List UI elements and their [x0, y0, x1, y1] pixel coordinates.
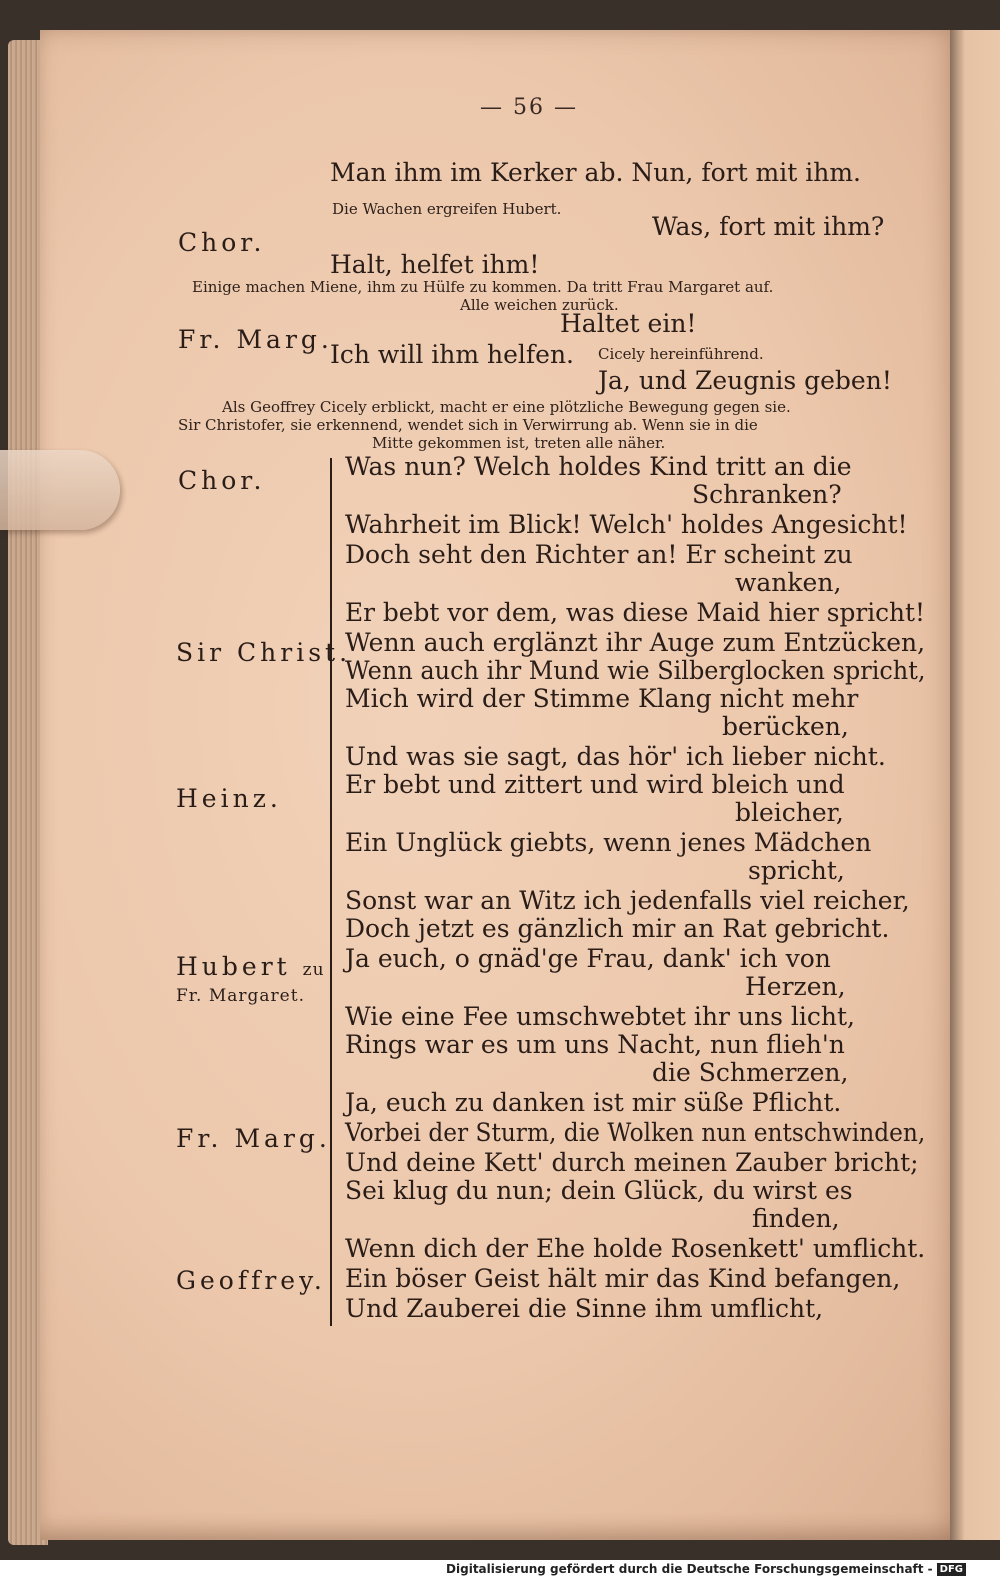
verse-line: Er bebt vor dem, was diese Maid hier spricht!	[345, 598, 925, 627]
verse-line: Ein böser Geist hält mir das Kind befangen,	[345, 1264, 901, 1293]
verse-line: Sonst war an Witz ich jedenfalls viel reicher,	[345, 886, 910, 915]
stage-direction: Alle weichen zurück.	[460, 296, 619, 314]
verse-line: Er bebt und zittert und wird bleich und	[345, 770, 845, 799]
speaker-label	[176, 952, 325, 981]
verse-line: die Schmerzen,	[652, 1058, 849, 1087]
stage-direction: Mitte gekommen ist, treten alle näher.	[372, 434, 666, 452]
speaker-label: Chor.	[178, 228, 266, 257]
text-line: Ja, und Zeugnis geben!	[598, 366, 892, 395]
text-line: Ich will ihm helfen.	[330, 340, 574, 369]
speaker-label: Sir Christ.	[176, 638, 352, 667]
verse-line: Doch seht den Richter an! Er scheint zu	[345, 540, 853, 569]
verse-line: Ein Unglück giebts, wenn jenes Mädchen	[345, 828, 872, 857]
verse-line: Und deine Kett' durch meinen Zauber bricht;	[345, 1148, 919, 1177]
verse-line: Ja, euch zu danken ist mir süße Pflicht.	[345, 1088, 842, 1117]
page-number: — 56 —	[480, 95, 578, 120]
verse-line: Ja euch, o gnäd'ge Frau, dank' ich von	[345, 944, 831, 973]
verse-line: Wenn auch erglänzt ihr Auge zum Entzücken,	[345, 628, 926, 657]
footer-text: Digitalisierung gefördert durch die Deutsche Forschungsgemeinschaft -	[446, 1562, 933, 1576]
speaker-direction: zu	[302, 960, 325, 980]
speaker-label: Geoffrey.	[176, 1266, 326, 1295]
verse-line: Wenn dich der Ehe holde Rosenkett' umflicht.	[345, 1234, 926, 1263]
verse-line: Wie eine Fee umschwebtet ihr uns licht,	[345, 1002, 855, 1031]
stage-direction: Sir Christofer, sie erkennend, wendet sich in Verwirrung ab. Wenn sie in die	[178, 416, 758, 434]
verse-line: Vorbei der Sturm, die Wolken nun entschwinden,	[345, 1118, 926, 1147]
stage-direction: Cicely hereinführend.	[598, 345, 764, 363]
digitization-footer	[446, 1562, 966, 1576]
stage-direction: Einige machen Miene, ihm zu Hülfe zu kommen. Da tritt Frau Margaret auf.	[192, 278, 774, 296]
text-line: Haltet ein!	[560, 309, 697, 338]
verse-bracket	[330, 458, 340, 1326]
speaker-label: Chor.	[178, 466, 266, 495]
verse-line: Doch jetzt es gänzlich mir an Rat gebricht.	[345, 914, 890, 943]
stage-direction: Die Wachen ergreifen Hubert.	[332, 200, 562, 218]
text-line: Halt, helfet ihm!	[330, 250, 540, 279]
stage-direction: Als Geoffrey Cicely erblickt, macht er eine plötzliche Bewegung gegen sie.	[222, 398, 791, 416]
verse-line: Was nun? Welch holdes Kind tritt an die	[345, 452, 852, 481]
dfg-logo: DFG	[937, 1563, 966, 1576]
verse-line: wanken,	[735, 568, 842, 597]
verse-line: spricht,	[748, 856, 845, 885]
verse-line: Wahrheit im Blick! Welch' holdes Angesicht!	[345, 510, 908, 539]
speaker-addressee: Fr. Margaret.	[176, 986, 305, 1006]
speaker-label: Fr. Marg.	[176, 1124, 331, 1153]
verse-line: Mich wird der Stimme Klang nicht mehr	[345, 684, 859, 713]
verse-line: Schranken?	[692, 480, 842, 509]
speaker-name: Hubert	[176, 952, 291, 981]
text-line: Man ihm im Kerker ab. Nun, fort mit ihm.	[330, 158, 862, 187]
verse-line: Rings war es um uns Nacht, nun flieh'n	[345, 1030, 845, 1059]
next-page-sliver	[950, 30, 1000, 1540]
verse-line: finden,	[752, 1204, 840, 1233]
verse-line: Und Zauberei die Sinne ihm umflicht,	[345, 1294, 824, 1323]
speaker-label: Heinz.	[176, 784, 282, 813]
bookmark-tab	[0, 450, 120, 530]
verse-line: Sei klug du nun; dein Glück, du wirst es	[345, 1176, 853, 1205]
verse-line: berücken,	[722, 712, 849, 741]
verse-line: Und was sie sagt, das hör' ich lieber nicht.	[345, 742, 886, 771]
verse-line: bleicher,	[735, 798, 844, 827]
text-line: Was, fort mit ihm?	[652, 212, 885, 241]
verse-line: Herzen,	[745, 972, 846, 1001]
verse-line: Wenn auch ihr Mund wie Silberglocken spricht,	[345, 656, 926, 685]
speaker-label: Fr. Marg.	[178, 325, 333, 354]
